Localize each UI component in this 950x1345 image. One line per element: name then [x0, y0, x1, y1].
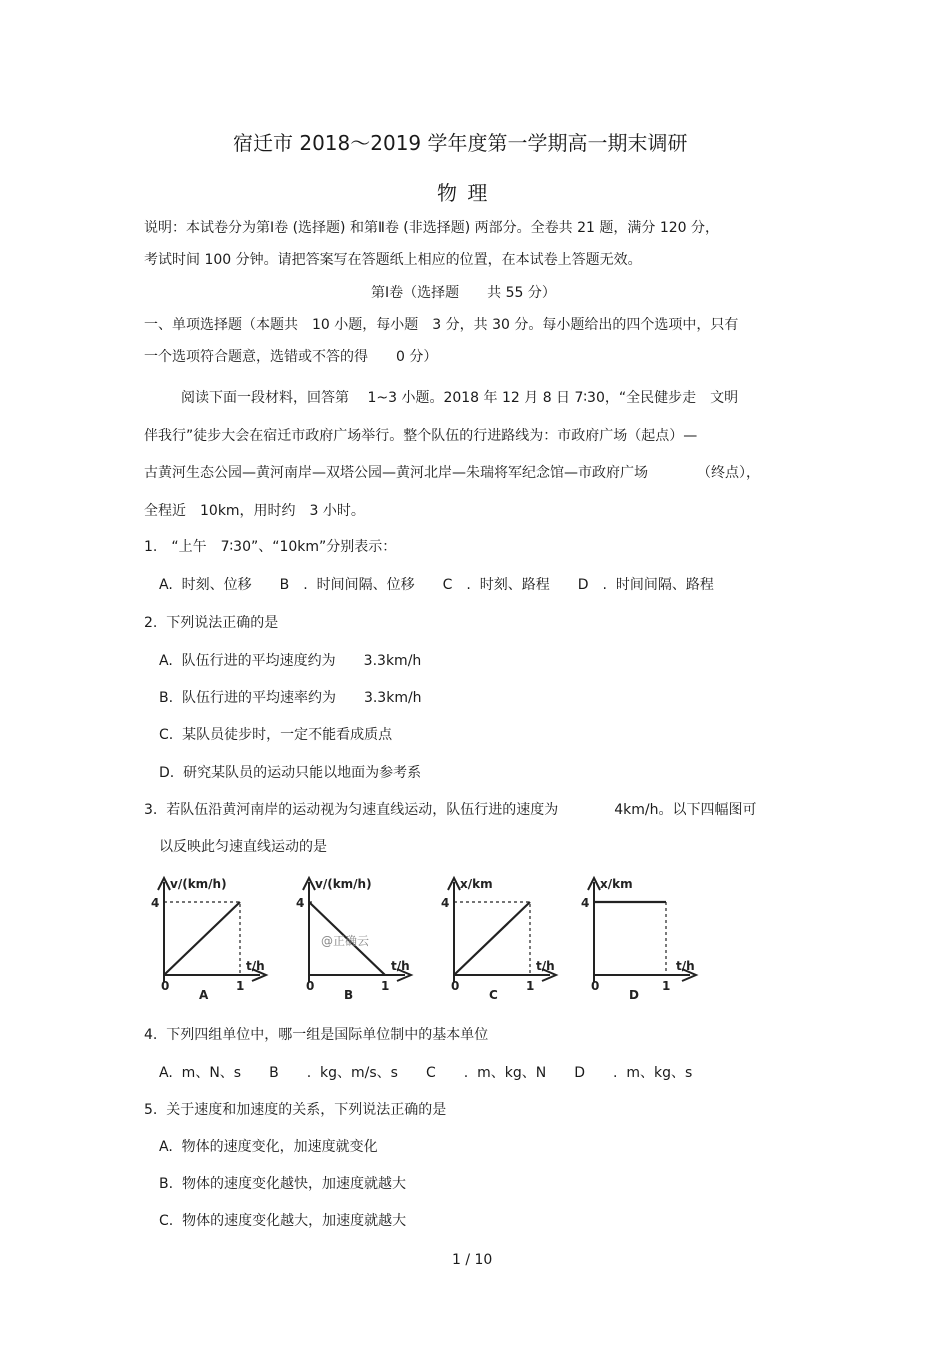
intro-line-2: 考试时间 100 分钟。请把答案写在答题纸上相应的位置，在本试卷上答题无效。 [144, 252, 642, 268]
graph-a-ytick: 4 [151, 896, 160, 910]
passage-line-2: 伴我行”徒步大会在宿迁市政府广场举行。整个队伍的行进路线为：市政府广场（起点）— [144, 428, 698, 444]
graph-d-ytick: 4 [581, 896, 590, 910]
graph-c-xtick: 1 [526, 979, 535, 993]
graph-b-xlabel: t/h [391, 959, 410, 973]
graph-b-ylabel: v/(km/h) [315, 877, 372, 891]
passage-line-4: 全程近 10km，用时约 3 小时。 [144, 503, 365, 519]
q2-stem: 2. 下列说法正确的是 [144, 615, 279, 631]
q5-stem: 5. 关于速度和加速度的关系，下列说法正确的是 [144, 1102, 447, 1118]
graph-d-ylabel: x/km [600, 877, 633, 891]
q1-options: A. 时刻、位移 B . 时间间隔、位移 C . 时刻、路程 D . 时间间隔、路程 [159, 577, 714, 593]
graph-b-ytick: 4 [296, 896, 305, 910]
q5-option-c: C. 物体的速度变化越大，加速度就越大 [159, 1213, 407, 1229]
q2-option-b: B. 队伍行进的平均速率约为 3.3km/h [159, 690, 422, 706]
section1-line-1: 一、单项选择题（本题共 10 小题，每小题 3 分，共 30 分。每小题给出的四个选项中，只有 [144, 317, 739, 333]
q3-stem-line-1: 3. 若队伍沿黄河南岸的运动视为匀速直线运动，队伍行进的速度为 4km/h。以下四幅图可 [144, 802, 757, 818]
graph-d-xlabel: t/h [676, 959, 695, 973]
passage-line-1: 阅读下面一段材料，回答第 1~3 小题。2018 年 12 月 8 日 7∶30，“全民健步走 文明 [181, 390, 739, 406]
graph-b-xtick: 1 [381, 979, 390, 993]
graph-a-origin: 0 [161, 979, 170, 993]
page-number: 1 / 10 [452, 1252, 493, 1268]
graph-a [148, 872, 278, 1004]
graph-a-ylabel: v/(km/h) [170, 877, 227, 891]
q5-option-a: A. 物体的速度变化，加速度就变化 [159, 1139, 378, 1155]
graph-c-label: C [489, 988, 498, 1002]
graph-b-watermark: @正确云 [321, 934, 370, 948]
graph-c [438, 872, 568, 1004]
q5-option-b: B. 物体的速度变化越快，加速度就越大 [159, 1176, 406, 1192]
exam-title: 宿迁市 2018～2019 学年度第一学期高一期末调研 [233, 131, 688, 155]
section1-line-2: 一个选项符合题意，选错或不答的得 0 分） [144, 349, 438, 365]
q2-option-a: A. 队伍行进的平均速度约为 3.3km/h [159, 653, 422, 669]
graph-d-xtick: 1 [662, 979, 671, 993]
passage-line-3: 古黄河生态公园—黄河南岸—双塔公园—黄河北岸—朱瑞将军纪念馆—市政府广场 （终点）， [144, 465, 760, 481]
subject-title: 物 理 [437, 181, 490, 205]
graph-b-origin: 0 [306, 979, 315, 993]
graph-c-ylabel: x/km [460, 877, 493, 891]
graph-a-xlabel: t/h [246, 959, 265, 973]
q3-stem-line-2: 以反映此匀速直线运动的是 [159, 839, 327, 855]
graph-c-xlabel: t/h [536, 959, 555, 973]
part1-title: 第Ⅰ卷（选择题 共 55 分） [371, 285, 556, 301]
q2-option-c: C. 某队员徒步时，一定不能看成质点 [159, 727, 393, 743]
graph-d-origin: 0 [591, 979, 600, 993]
intro-line-1: 说明：本试卷分为第Ⅰ卷 (选择题) 和第Ⅱ卷 (非选择题) 两部分。全卷共 21 题，满分 120 分， [144, 220, 720, 236]
graph-b [293, 872, 423, 1004]
graph-d [578, 872, 708, 1004]
q2-option-d: D. 研究某队员的运动只能以地面为参考系 [159, 765, 422, 781]
q4-stem: 4. 下列四组单位中，哪一组是国际单位制中的基本单位 [144, 1027, 489, 1043]
graph-b-label: B [344, 988, 354, 1002]
graph-c-origin: 0 [451, 979, 460, 993]
q4-options: A. m、N、s B . kg、m/s、s C . m、kg、N D . m、kg、s [159, 1065, 693, 1081]
graph-a-label: A [199, 988, 209, 1002]
graph-a-xtick: 1 [236, 979, 245, 993]
graph-d-label: D [629, 988, 639, 1002]
graph-c-ytick: 4 [441, 896, 450, 910]
q1-stem: 1. “上午 7∶30”、“10km”分别表示： [144, 539, 397, 555]
